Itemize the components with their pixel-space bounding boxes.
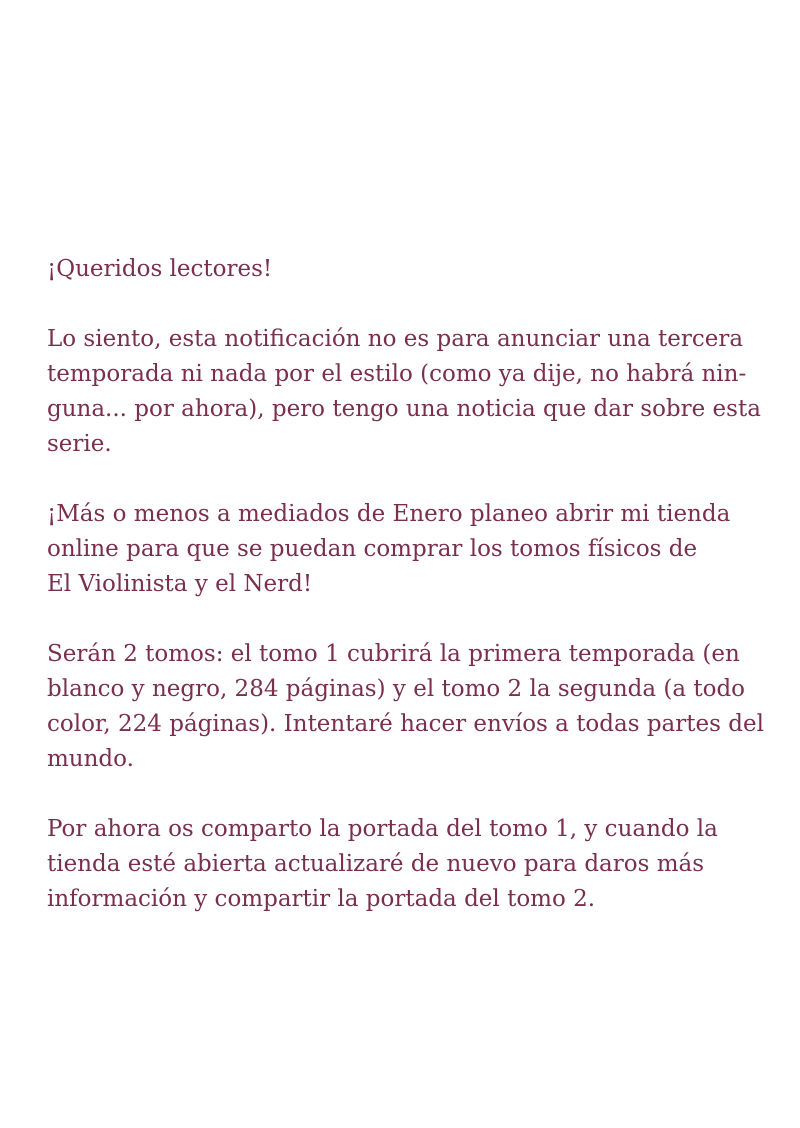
text-line: tienda esté abierta actualizaré de nuevo para daros más — [47, 851, 705, 877]
text-line: online para que se puedan comprar los tomos físicos de — [47, 536, 698, 562]
greeting-line: ¡Queridos lectores! — [47, 256, 273, 282]
text-line: información y compartir la portada del tomo 2. — [47, 886, 596, 912]
text-line: Por ahora os comparto la portada del tomo 1, y cuando la — [47, 816, 718, 842]
text-line: color, 224 páginas). Intentaré hacer envíos a todas partes del — [47, 711, 764, 737]
text-line: El Violinista y el Nerd! — [47, 571, 313, 597]
paragraph-cover — [47, 812, 777, 917]
text-line: serie. — [47, 431, 112, 457]
paragraph-volumes — [47, 637, 777, 777]
text-line: Lo siento, esta notificación no es para anunciar una tercera — [47, 326, 744, 352]
text-line: temporada ni nada por el estilo (como ya dije, no habrá nin- — [47, 361, 747, 387]
text-line: Serán 2 tomos: el tomo 1 cubrirá la primera temporada (en — [47, 641, 740, 667]
letter-body — [47, 252, 777, 952]
greeting-paragraph — [47, 252, 777, 287]
paragraph-announcement — [47, 322, 777, 462]
paragraph-store — [47, 497, 777, 602]
text-line: blanco y negro, 284 páginas) y el tomo 2 la segunda (a todo — [47, 676, 746, 702]
text-line: mundo. — [47, 746, 134, 772]
text-line: guna... por ahora), pero tengo una noticia que dar sobre esta — [47, 396, 761, 422]
text-line: ¡Más o menos a mediados de Enero planeo abrir mi tienda — [47, 501, 731, 527]
